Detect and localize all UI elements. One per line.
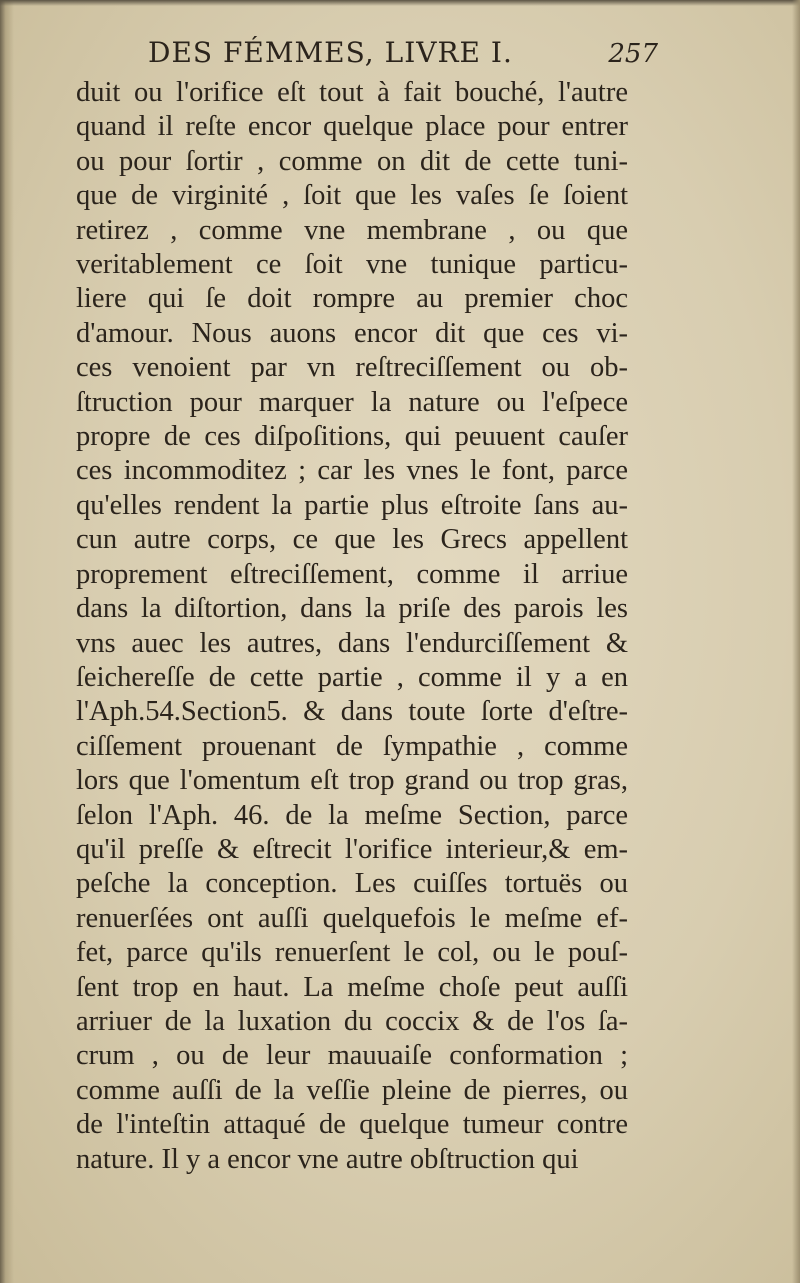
text-line: fet, parce qu'ils renuerſent le col, ou le pouſ-: [76, 937, 628, 969]
page-left-edge: [0, 0, 14, 1283]
text-line: ſtruction pour marquer la nature ou l'eſpece: [76, 386, 628, 418]
text-line: de l'inteſtin attaqué de quelque tumeur contre: [76, 1109, 628, 1141]
text-line: duit ou l'orifice eſt tout à fait bouché, l'autre: [76, 77, 628, 108]
page-right-edge: [792, 0, 800, 1283]
page-header: [148, 36, 658, 69]
page-top-edge: [0, 0, 800, 6]
text-line: ſent trop en haut. La meſme choſe peut auſſi: [76, 971, 628, 1003]
text-line: liere qui ſe doit rompre au premier choc: [76, 283, 628, 315]
text-line: proprement eſtreciſſement, comme il arriue: [76, 558, 628, 590]
text-line: que de virginité , ſoit que les vaſes ſe ſoient: [76, 180, 628, 212]
text-line: peſche la conception. Les cuiſſes tortuës ou: [76, 868, 628, 900]
text-line: quand il reſte encor quelque place pour entrer: [76, 111, 628, 143]
text-line: ſelon l'Aph. 46. de la meſme Section, parce: [76, 799, 628, 831]
text-line: crum , ou de leur mauuaiſe conformation ;: [76, 1040, 628, 1072]
text-line: comme auſſi de la veſſie pleine de pierres, ou: [76, 1074, 628, 1106]
text-line: veritablement ce ſoit vne tunique particu-: [76, 249, 628, 281]
text-line: dans la diſtortion, dans la priſe des parois les: [76, 593, 628, 625]
text-line: lors que l'omentum eſt trop grand ou trop gras,: [76, 765, 628, 797]
body-text: [76, 76, 628, 1177]
text-line: retirez , comme vne membrane , ou que: [76, 214, 628, 246]
text-line: ou pour ſortir , comme on dit de cette tuni-: [76, 145, 628, 177]
text-line: qu'il preſſe & eſtrecit l'orifice interieur,& em-: [76, 833, 628, 865]
text-line: vns auec les autres, dans l'endurciſſement &: [76, 627, 628, 659]
text-line: nature. Il y a encor vne autre obſtruction qui: [76, 1143, 579, 1175]
text-line: ces incommoditez ; car les vnes le font, parce: [76, 455, 628, 487]
page-number: 257: [608, 39, 658, 69]
text-line: renuerſées ont auſſi quelquefois le meſme ef-: [76, 902, 628, 934]
text-line: d'amour. Nous auons encor dit que ces vi-: [76, 317, 628, 349]
text-line: ces venoient par vn reſtreciſſement ou ob-: [76, 352, 628, 384]
text-line: l'Aph.54.Section5. & dans toute ſorte d'eſtre-: [76, 696, 628, 728]
text-line: ſeichereſſe de cette partie , comme il y a en: [76, 661, 628, 693]
text-line: propre de ces diſpoſitions, qui peuuent cauſer: [76, 421, 628, 453]
running-title: DES FÉMMES, LIVRE I.: [148, 36, 513, 69]
text-line: cun autre corps, ce que les Grecs appellent: [76, 524, 628, 556]
text-line: ciſſement prouenant de ſympathie , comme: [76, 730, 628, 762]
text-line: qu'elles rendent la partie plus eſtroite ſans au-: [76, 489, 628, 521]
text-line: arriuer de la luxation du coccix & de l'os ſa-: [76, 1005, 628, 1037]
